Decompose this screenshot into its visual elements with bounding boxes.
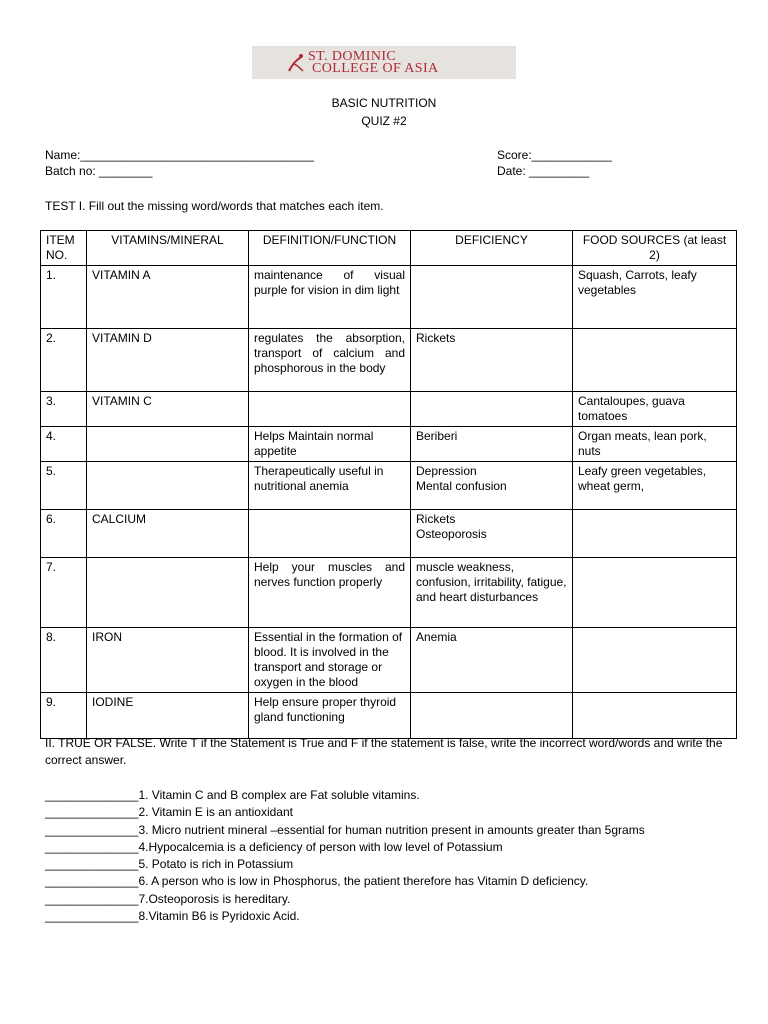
list-item [45, 908, 645, 925]
deficiency-cell: Rickets [411, 329, 573, 392]
vitamin-cell: IODINE [87, 693, 249, 739]
list-item [45, 839, 645, 856]
item-no: 9. [41, 693, 87, 739]
table-header-row [41, 231, 737, 266]
item-no: 5. [41, 462, 87, 510]
food-cell: Leafy green vegetables, wheat germ, [573, 462, 737, 510]
test1-instruction: TEST I. Fill out the missing word/words that matches each item. [45, 199, 384, 213]
item-no: 2. [41, 329, 87, 392]
answer-blank[interactable]: ______________ [45, 874, 139, 889]
food-cell[interactable] [573, 329, 737, 392]
quiz-subtitle: QUIZ #2 [361, 114, 407, 128]
answer-blank[interactable]: ______________ [45, 788, 139, 802]
definition-cell[interactable] [249, 510, 411, 558]
college-logo [252, 46, 516, 79]
deficiency-cell: Anemia [411, 628, 573, 693]
answer-blank[interactable]: ______________ [45, 909, 139, 924]
item-no: 7. [41, 558, 87, 628]
list-item [45, 822, 645, 839]
vitamin-cell: IRON [87, 628, 249, 693]
statement: 5. Potato is rich in Potassium [138, 857, 294, 872]
food-cell[interactable] [573, 510, 737, 558]
quiz-title: BASIC NUTRITION [331, 96, 437, 110]
definition-cell: Help your muscles and nerves function properly [249, 558, 411, 628]
nutrition-table [40, 230, 737, 739]
header-item-no: ITEM NO. [41, 231, 87, 266]
item-no: 3. [41, 392, 87, 427]
item-no: 8. [41, 628, 87, 693]
table-row [41, 462, 737, 510]
dancer-figure-icon [286, 51, 306, 75]
statement: 2. Vitamin E is an antioxidant [138, 805, 293, 820]
answer-blank[interactable]: ______________ [45, 822, 139, 837]
name-field: Name:___________________________________ [45, 148, 314, 162]
logo-line-2: COLLEGE OF ASIA [312, 60, 439, 76]
true-false-list [45, 787, 645, 925]
vitamin-cell: VITAMIN A [87, 266, 249, 329]
answer-blank[interactable]: ______________ [45, 839, 139, 854]
vitamin-cell[interactable] [87, 427, 249, 462]
statement: 4.Hypocalcemia is a deficiency of person with low level of Potassium [138, 839, 503, 854]
table-row [41, 628, 737, 693]
food-cell[interactable] [573, 693, 737, 739]
deficiency-cell: Depression Mental confusion [411, 462, 573, 510]
vitamin-cell[interactable] [87, 462, 249, 510]
statement: 1. Vitamin C and B complex are Fat soluble vitamins. [138, 788, 420, 802]
food-cell: Cantaloupes, guava tomatoes [573, 392, 737, 427]
list-item [45, 873, 645, 890]
test2-instruction: II. TRUE OR FALSE. Write T if the Statement is True and F if the statement is false, write the incorrect word/words and write the correct answer. [45, 736, 723, 767]
list-item [45, 787, 645, 804]
list-item [45, 891, 645, 908]
deficiency-cell[interactable] [411, 392, 573, 427]
answer-blank[interactable]: ______________ [45, 857, 139, 872]
deficiency-cell[interactable] [411, 693, 573, 739]
item-no: 4. [41, 427, 87, 462]
food-cell: Organ meats, lean pork, nuts [573, 427, 737, 462]
score-field: Score:____________ [497, 148, 612, 162]
date-field: Date: _________ [497, 164, 590, 178]
table-row [41, 693, 737, 739]
vitamin-cell: CALCIUM [87, 510, 249, 558]
vitamin-cell[interactable] [87, 558, 249, 628]
logo-line-1: ST. DOMINIC [308, 48, 397, 64]
definition-cell: maintenance of visual purple for vision in dim light [249, 266, 411, 329]
answer-blank[interactable]: ______________ [45, 891, 139, 906]
definition-cell[interactable] [249, 392, 411, 427]
header-food-sources: FOOD SOURCES (at least 2) [573, 231, 737, 266]
item-no: 1. [41, 266, 87, 329]
definition-cell: Helps Maintain normal appetite [249, 427, 411, 462]
statement: 6. A person who is low in Phosphorus, the patient therefore has Vitamin D deficiency. [138, 874, 589, 889]
deficiency-cell: Rickets Osteoporosis [411, 510, 573, 558]
food-cell: Squash, Carrots, leafy vegetables [573, 266, 737, 329]
list-item [45, 804, 645, 821]
definition-cell: Therapeutically useful in nutritional anemia [249, 462, 411, 510]
statement: 8.Vitamin B6 is Pyridoxic Acid. [138, 909, 300, 924]
food-cell[interactable] [573, 558, 737, 628]
table-row [41, 329, 737, 392]
definition-cell: Essential in the formation of blood. It is involved in the transport and storage or oxygen in the blood [249, 628, 411, 693]
table-row [41, 427, 737, 462]
definition-cell: regulates the absorption, transport of calcium and phosphorous in the body [249, 329, 411, 392]
batch-field: Batch no: ________ [45, 164, 153, 178]
deficiency-cell[interactable] [411, 266, 573, 329]
header-deficiency: DEFICIENCY [411, 231, 573, 266]
header-vitamins: VITAMINS/MINERAL [87, 231, 249, 266]
statement: 7.Osteoporosis is hereditary. [138, 891, 291, 906]
deficiency-cell: muscle weakness, confusion, irritability, fatigue, and heart disturbances [411, 558, 573, 628]
vitamin-cell: VITAMIN C [87, 392, 249, 427]
vitamin-cell: VITAMIN D [87, 329, 249, 392]
item-no: 6. [41, 510, 87, 558]
statement: 3. Micro nutrient mineral –essential for human nutrition present in amounts greater than 5grams [138, 822, 645, 837]
table-row [41, 392, 737, 427]
table-row [41, 510, 737, 558]
deficiency-cell: Beriberi [411, 427, 573, 462]
list-item [45, 856, 645, 873]
header-definition: DEFINITION/FUNCTION [249, 231, 411, 266]
food-cell[interactable] [573, 628, 737, 693]
definition-cell: Help ensure proper thyroid gland functioning [249, 693, 411, 739]
table-row [41, 558, 737, 628]
answer-blank[interactable]: ______________ [45, 805, 139, 820]
table-row [41, 266, 737, 329]
